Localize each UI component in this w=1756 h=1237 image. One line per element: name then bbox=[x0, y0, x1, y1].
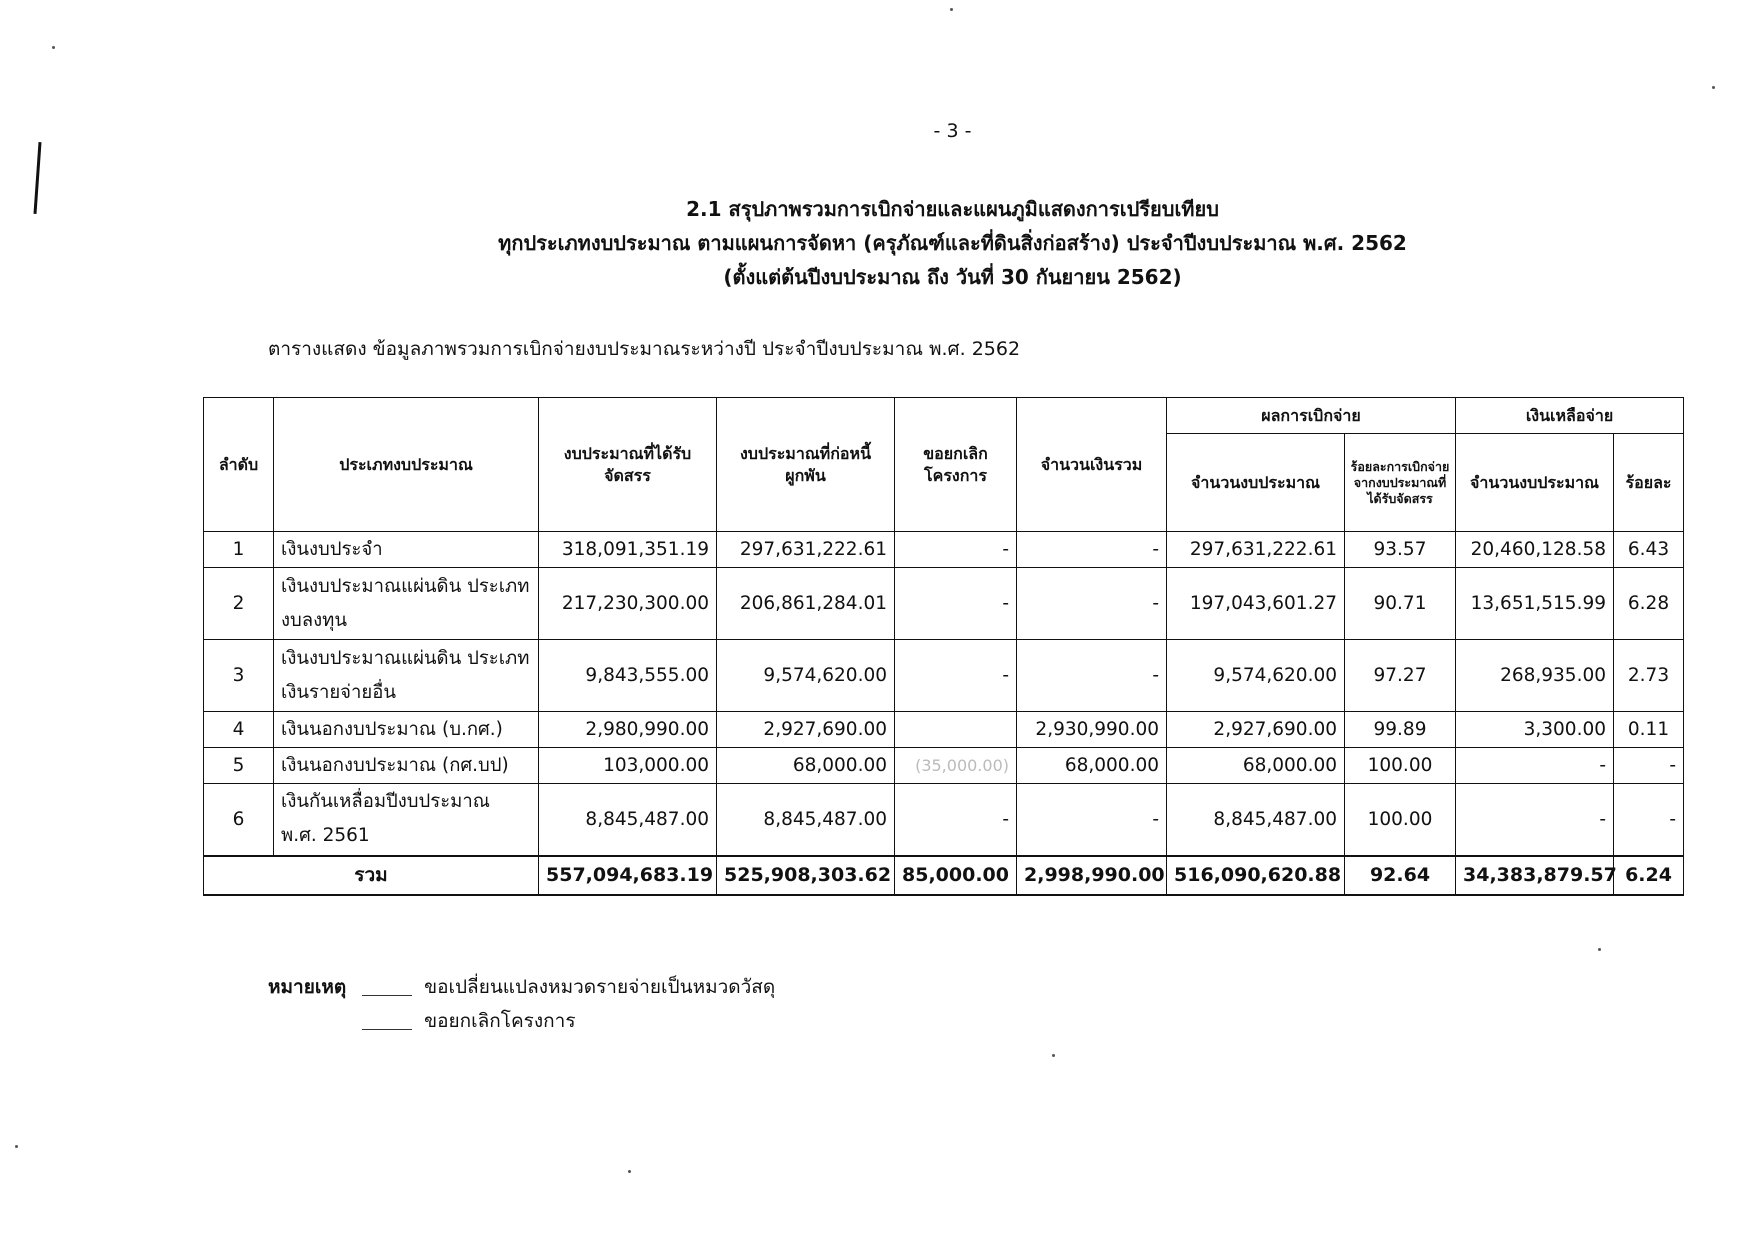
note-legend-swatch bbox=[362, 1013, 412, 1030]
cell-disb-percent: 97.27 bbox=[1345, 640, 1456, 712]
table-total-row bbox=[204, 856, 1684, 895]
note-text-1: ขอเปลี่ยนแปลงหมวดรายจ่ายเป็นหมวดวัสดุ bbox=[424, 976, 776, 998]
cell-rem-percent: - bbox=[1614, 748, 1684, 784]
title-line-3: (ตั้งแต่ต้นปีงบประมาณ ถึง วันที่ 30 กันยายน 2562) bbox=[723, 265, 1182, 289]
cell-no: 4 bbox=[204, 712, 274, 748]
cell-committed: 297,631,222.61 bbox=[717, 532, 895, 568]
cell-total-amount: 68,000.00 bbox=[1017, 748, 1167, 784]
note-row-2 bbox=[268, 1004, 775, 1038]
cell-disb-amount: 9,574,620.00 bbox=[1167, 640, 1345, 712]
note-legend-swatch bbox=[362, 979, 412, 996]
cell-cancel bbox=[895, 712, 1017, 748]
scan-speck bbox=[950, 8, 953, 11]
cell-rem-amount: 13,651,515.99 bbox=[1456, 568, 1614, 640]
cell-no: 3 bbox=[204, 640, 274, 712]
header-disbursement-group: ผลการเบิกจ่าย bbox=[1167, 398, 1456, 434]
cell-rem-percent: 6.43 bbox=[1614, 532, 1684, 568]
table-row bbox=[204, 748, 1684, 784]
header-cancel: ขอยกเลิกโครงการ bbox=[895, 398, 1017, 532]
cell-committed: 2,927,690.00 bbox=[717, 712, 895, 748]
cell-committed: 9,574,620.00 bbox=[717, 640, 895, 712]
cell-disb-amount: 2,927,690.00 bbox=[1167, 712, 1345, 748]
cell-rem-amount: - bbox=[1456, 784, 1614, 856]
cell-total-amount: - bbox=[1017, 784, 1167, 856]
cell-allocated: 2,980,990.00 bbox=[539, 712, 717, 748]
notes-section bbox=[268, 970, 775, 1038]
cell-allocated: 217,230,300.00 bbox=[539, 568, 717, 640]
table-header bbox=[204, 398, 1684, 532]
cell-cancel: - bbox=[895, 784, 1017, 856]
cell-disb-percent: 100.00 bbox=[1345, 784, 1456, 856]
cell-disb-amount: 297,631,222.61 bbox=[1167, 532, 1345, 568]
note-row-1 bbox=[268, 970, 775, 1004]
cell-disb-percent: 90.71 bbox=[1345, 568, 1456, 640]
total-disb-percent: 92.64 bbox=[1345, 856, 1456, 895]
cell-rem-percent: - bbox=[1614, 784, 1684, 856]
cell-disb-amount: 8,845,487.00 bbox=[1167, 784, 1345, 856]
cell-cancel: (35,000.00) bbox=[895, 748, 1017, 784]
table-row bbox=[204, 640, 1684, 712]
scan-speck bbox=[628, 1170, 631, 1173]
cell-type: เงินงบประจำ bbox=[274, 532, 539, 568]
cell-type: เงินงบประมาณแผ่นดิน ประเภทงบลงทุน bbox=[274, 568, 539, 640]
notes-title: หมายเหตุ bbox=[268, 976, 347, 998]
scan-speck bbox=[1052, 1054, 1055, 1057]
table-row bbox=[204, 784, 1684, 856]
cell-no: 5 bbox=[204, 748, 274, 784]
cell-type: เงินงบประมาณแผ่นดิน ประเภทเงินรายจ่ายอื่น bbox=[274, 640, 539, 712]
cell-rem-percent: 0.11 bbox=[1614, 712, 1684, 748]
header-disb-percent: ร้อยละการเบิกจ่ายจากงบประมาณที่ได้รับจัดสรร bbox=[1345, 434, 1456, 532]
note-text-2: ขอยกเลิกโครงการ bbox=[424, 1010, 576, 1032]
total-label: รวม bbox=[204, 856, 539, 895]
document-title bbox=[0, 192, 1756, 294]
header-type: ประเภทงบประมาณ bbox=[274, 398, 539, 532]
title-line-1: 2.1 สรุปภาพรวมการเบิกจ่ายและแผนภูมิแสดงการเปรียบเทียบ bbox=[686, 197, 1219, 221]
cell-disb-percent: 100.00 bbox=[1345, 748, 1456, 784]
cell-disb-percent: 93.57 bbox=[1345, 532, 1456, 568]
cell-type: เงินนอกงบประมาณ (กศ.บป) bbox=[274, 748, 539, 784]
total-allocated: 557,094,683.19 bbox=[539, 856, 717, 895]
title-line-2: ทุกประเภทงบประมาณ ตามแผนการจัดหา (ครุภัณฑ์และที่ดินสิ่งก่อสร้าง) ประจำปีงบประมาณ พ.ศ. 2562 bbox=[498, 231, 1407, 255]
table-row bbox=[204, 712, 1684, 748]
cell-disb-amount: 197,043,601.27 bbox=[1167, 568, 1345, 640]
cell-total-amount: - bbox=[1017, 640, 1167, 712]
cell-cancel: - bbox=[895, 640, 1017, 712]
header-rem-amount: จำนวนงบประมาณ bbox=[1456, 434, 1614, 532]
cell-total-amount: - bbox=[1017, 532, 1167, 568]
header-allocated: งบประมาณที่ได้รับจัดสรร bbox=[539, 398, 717, 532]
cell-total-amount: - bbox=[1017, 568, 1167, 640]
header-disb-amount: จำนวนงบประมาณ bbox=[1167, 434, 1345, 532]
total-cancel: 85,000.00 bbox=[895, 856, 1017, 895]
cell-allocated: 103,000.00 bbox=[539, 748, 717, 784]
table-row bbox=[204, 568, 1684, 640]
cell-rem-amount: 20,460,128.58 bbox=[1456, 532, 1614, 568]
cell-disb-amount: 68,000.00 bbox=[1167, 748, 1345, 784]
total-rem-percent: 6.24 bbox=[1614, 856, 1684, 895]
cell-rem-amount: 268,935.00 bbox=[1456, 640, 1614, 712]
total-amount: 2,998,990.00 bbox=[1017, 856, 1167, 895]
scan-speck bbox=[15, 1145, 18, 1148]
table-caption: ตารางแสดง ข้อมูลภาพรวมการเบิกจ่ายงบประมาณระหว่างปี ประจำปีงบประมาณ พ.ศ. 2562 bbox=[268, 338, 1021, 360]
header-remaining-group: เงินเหลือจ่าย bbox=[1456, 398, 1684, 434]
scan-speck bbox=[52, 46, 55, 49]
cell-disb-percent: 99.89 bbox=[1345, 712, 1456, 748]
cell-rem-percent: 2.73 bbox=[1614, 640, 1684, 712]
total-rem-amount: 34,383,879.57 bbox=[1456, 856, 1614, 895]
cell-committed: 68,000.00 bbox=[717, 748, 895, 784]
table-row bbox=[204, 532, 1684, 568]
cell-committed: 8,845,487.00 bbox=[717, 784, 895, 856]
cell-total-amount: 2,930,990.00 bbox=[1017, 712, 1167, 748]
cell-rem-amount: 3,300.00 bbox=[1456, 712, 1614, 748]
cell-committed: 206,861,284.01 bbox=[717, 568, 895, 640]
cell-allocated: 8,845,487.00 bbox=[539, 784, 717, 856]
cell-rem-percent: 6.28 bbox=[1614, 568, 1684, 640]
scan-speck bbox=[1598, 948, 1601, 951]
cell-no: 6 bbox=[204, 784, 274, 856]
cell-allocated: 9,843,555.00 bbox=[539, 640, 717, 712]
cell-cancel: - bbox=[895, 568, 1017, 640]
cell-no: 2 bbox=[204, 568, 274, 640]
scan-speck bbox=[1712, 86, 1715, 89]
header-rem-percent: ร้อยละ bbox=[1614, 434, 1684, 532]
cell-type: เงินกันเหลื่อมปีงบประมาณ พ.ศ. 2561 bbox=[274, 784, 539, 856]
total-committed: 525,908,303.62 bbox=[717, 856, 895, 895]
total-disb-amount: 516,090,620.88 bbox=[1167, 856, 1345, 895]
cell-no: 1 bbox=[204, 532, 274, 568]
cell-type: เงินนอกงบประมาณ (บ.กศ.) bbox=[274, 712, 539, 748]
header-total-amount: จำนวนเงินรวม bbox=[1017, 398, 1167, 532]
page-number: - 3 - bbox=[933, 120, 972, 142]
header-no: ลำดับ bbox=[204, 398, 274, 532]
budget-summary-table bbox=[203, 397, 1684, 896]
cell-allocated: 318,091,351.19 bbox=[539, 532, 717, 568]
header-committed: งบประมาณที่ก่อหนี้ผูกพัน bbox=[717, 398, 895, 532]
cell-rem-amount: - bbox=[1456, 748, 1614, 784]
cell-cancel: - bbox=[895, 532, 1017, 568]
